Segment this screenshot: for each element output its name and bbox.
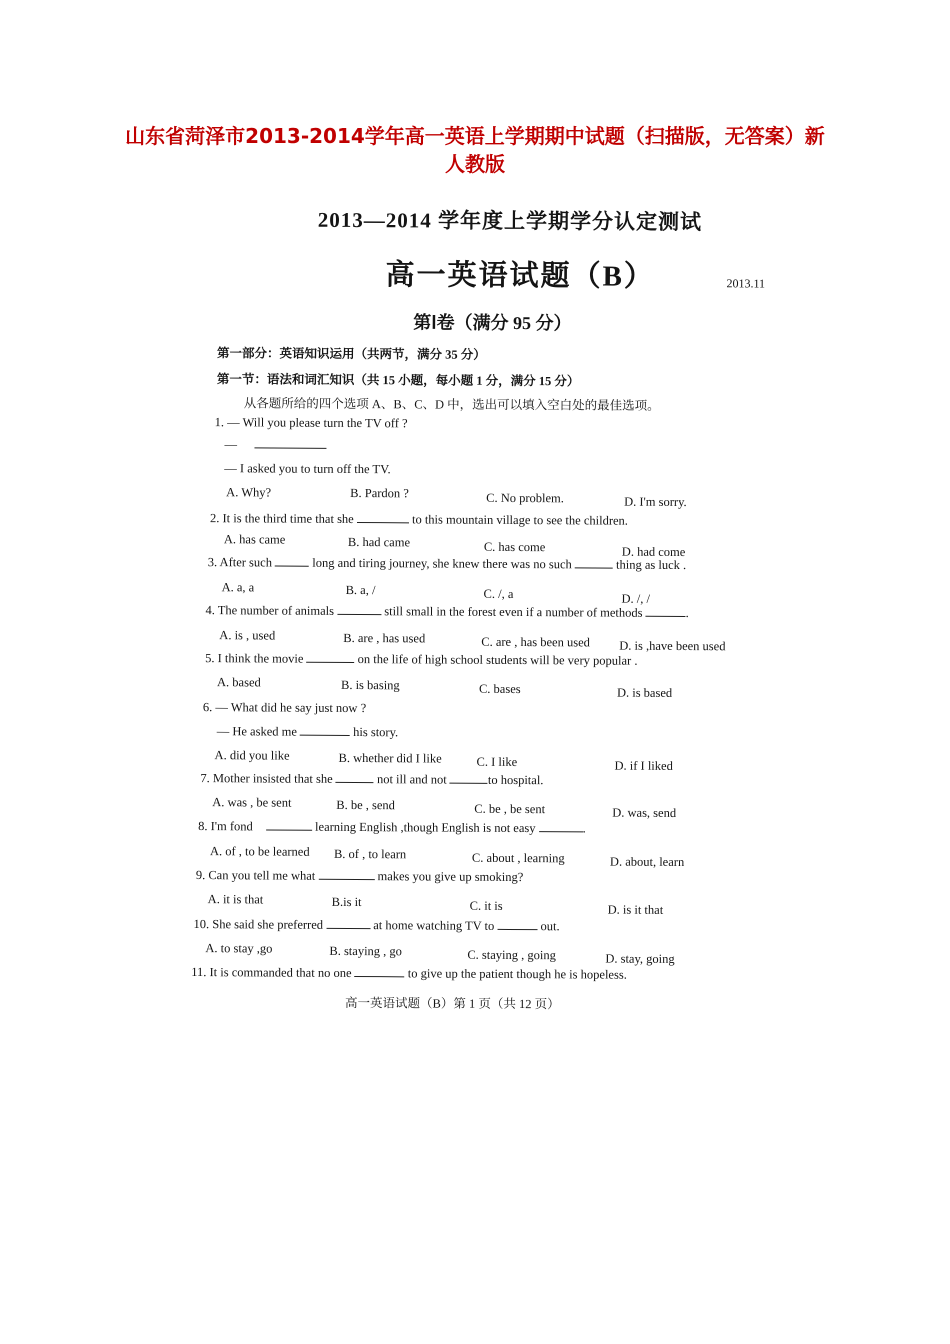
section-heading: 第一节：语法和词汇知识（共 15 小题，每小题 1 分，满分 15 分） xyxy=(216,372,580,389)
exam-year-line: 2013—2014 学年度上学期学分认定测试 xyxy=(317,207,703,235)
question-10-option-d: D. stay, going xyxy=(605,951,675,966)
question-11-stem: 11. It is commanded that no one to give up the patient though he is hopeless. xyxy=(191,965,627,982)
question-5-stem: 5. I think the movie on the life of high school students will be very popular . xyxy=(205,651,638,668)
page-footer: 高一英语试题（B）第 1 页（共 12 页） xyxy=(345,995,560,1012)
question-9-option-b: B.is it xyxy=(331,894,362,910)
question-2-option-a: A. has came xyxy=(223,532,286,547)
question-7-option-c: C. be , be sent xyxy=(474,801,546,817)
question-6-option-c: C. I like xyxy=(476,754,518,770)
question-10-stem: 10. She said she preferred at home watching TV to out. xyxy=(193,917,560,934)
question-1-option-c: C. No problem. xyxy=(486,490,564,506)
question-6-option-a: A. did you like xyxy=(214,748,290,763)
question-6-stem: 6. — What did he say just now ? xyxy=(202,700,367,716)
question-4-option-b: B. are , has used xyxy=(343,630,426,646)
question-9-stem: 9. Can you tell me what makes you give up smoking? xyxy=(195,868,524,885)
question-1-dialog-line: — I asked you to turn off the TV. xyxy=(224,461,391,477)
question-6-dialog-line: — He asked me his story. xyxy=(216,724,399,740)
question-1-option-b: B. Pardon ? xyxy=(350,485,409,501)
question-4-option-a: A. is , used xyxy=(219,628,276,643)
question-9-option-a: A. it is that xyxy=(207,892,264,907)
question-5-option-a: A. based xyxy=(216,675,261,690)
question-4-option-d: D. is ,have been used xyxy=(619,638,726,654)
question-1-dialog-line: — xyxy=(224,437,326,453)
question-4-option-c: C. are , has been used xyxy=(481,634,590,650)
question-9-option-d: D. is it that xyxy=(607,902,664,917)
question-1-option-d: D. I'm sorry. xyxy=(624,494,687,510)
question-3-option-a: A. a, a xyxy=(221,580,255,595)
question-1-option-a: A. Why? xyxy=(226,485,272,500)
document-title: 山东省菏泽市2013-2014学年高一英语上学期期中试题（扫描版，无答案）新人教版 xyxy=(125,124,825,176)
question-3-option-d: D. /, / xyxy=(621,591,651,606)
question-4-stem: 4. The number of animals still small in the forest even if a number of methods . xyxy=(205,603,689,621)
question-2-option-b: B. had came xyxy=(347,534,411,550)
scanned-exam-page xyxy=(185,195,790,1029)
instruction-text: 从各题所给的四个选项 A、B、C、D 中，选出可以填入空白处的最佳选项。 xyxy=(243,396,660,413)
question-8-option-c: C. about , learning xyxy=(471,850,565,866)
question-6-option-b: B. whether did I like xyxy=(338,750,442,766)
question-5-option-b: B. is basing xyxy=(340,677,400,693)
exam-date: 2013.11 xyxy=(726,276,766,291)
question-2-option-d: D. had come xyxy=(621,544,686,560)
question-7-option-d: D. was, send xyxy=(612,805,677,820)
question-3-stem: 3. After such long and tiring journey, she knew there was no such thing as luck . xyxy=(207,555,687,573)
volume-heading: 第Ⅰ卷（满分 95 分） xyxy=(413,312,572,334)
question-7-stem: 7. Mother insisted that she not ill and not to hospital. xyxy=(200,771,544,788)
question-8-option-d: D. about, learn xyxy=(609,854,685,870)
question-2-option-c: C. has come xyxy=(483,539,546,555)
question-5-option-c: C. bases xyxy=(478,681,521,697)
question-7-option-b: B. be , send xyxy=(336,797,396,813)
question-8-option-b: B. of , to learn xyxy=(333,846,407,862)
question-8-stem: 8. I'm fond learning English ,though English is not easy . xyxy=(198,819,586,836)
exam-title: 高一英语试题（B） xyxy=(385,259,655,293)
question-10-option-a: A. to stay ,go xyxy=(205,941,273,956)
question-9-option-c: C. it is xyxy=(469,898,503,913)
question-10-option-c: C. staying , going xyxy=(467,947,556,963)
question-5-option-d: D. is based xyxy=(616,685,673,700)
question-10-option-b: B. staying , go xyxy=(329,943,403,959)
question-3-option-c: C. /, a xyxy=(483,586,514,601)
question-7-option-a: A. was , be sent xyxy=(212,795,292,810)
part-heading: 第一部分：英语知识运用（共两节，满分 35 分） xyxy=(216,346,486,362)
question-3-option-b: B. a, / xyxy=(345,582,376,598)
question-6-option-d: D. if I liked xyxy=(614,758,673,773)
question-1-stem: 1. — Will you please turn the TV off ? xyxy=(214,415,408,431)
question-2-stem: 2. It is the third time that she to this mountain village to see the children. xyxy=(209,511,628,528)
question-8-option-a: A. of , to be learned xyxy=(209,844,310,859)
